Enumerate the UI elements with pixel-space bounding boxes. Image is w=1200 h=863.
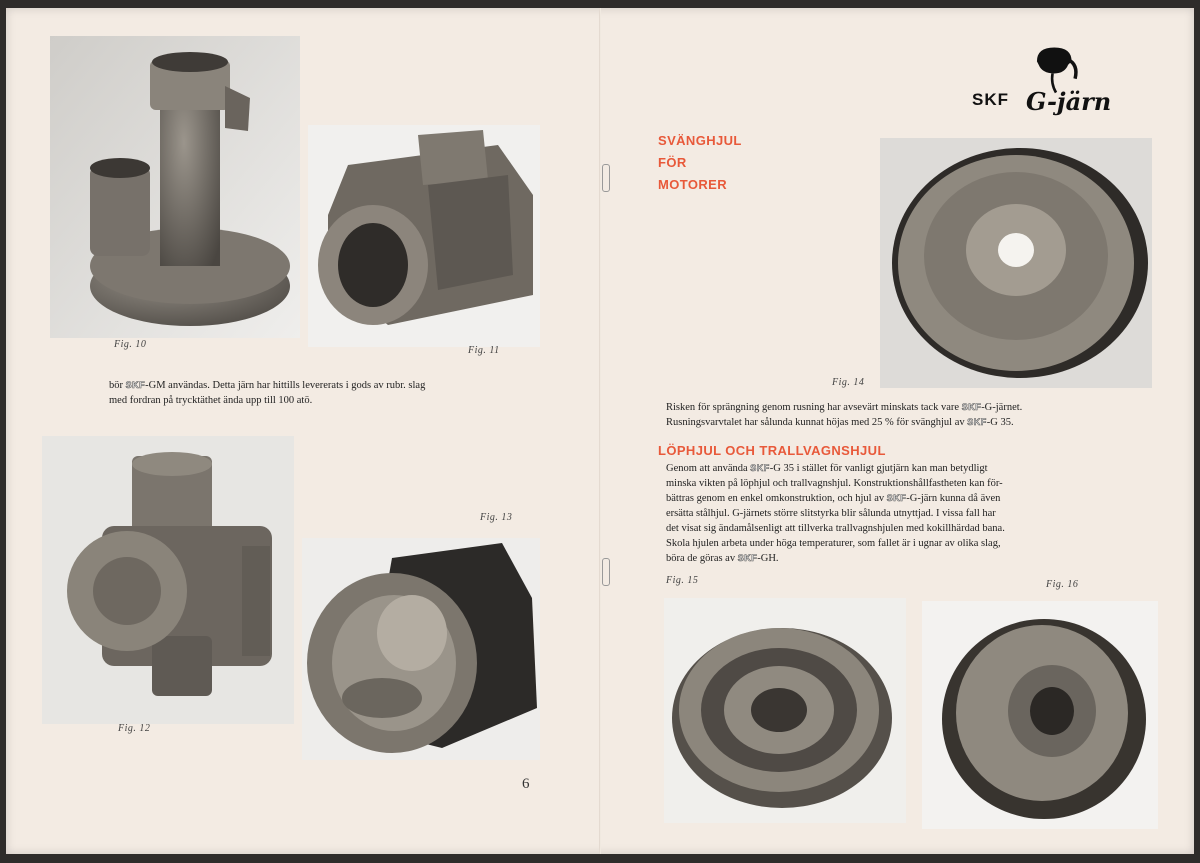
figure-11-caption: Fig. 11 — [468, 345, 500, 356]
heading-lophjul: LÖPHJUL OCH TRALLVAGNSHJUL — [658, 443, 886, 458]
right-paragraph-2-line-6: Skola hjulen arbeta under höga temperaturer, som fallet är i ugnar av olika slag, — [666, 538, 1001, 549]
figure-13-photo — [302, 538, 540, 760]
skf-wordmark: SKF — [886, 493, 907, 503]
figure-12-caption: Fig. 12 — [118, 723, 151, 734]
right-paragraph-2-line-4: ersätta stålhjul. G-järnets större slitstyrka blir sålunda utnyttjad. I vissa fall har — [666, 508, 996, 519]
figure-14-photo — [880, 138, 1152, 388]
right-paragraph-2-line-5: det visat sig ändamålsenligt att tillverka trallvagnshjulen med kokillhärdad bana. — [666, 523, 1005, 534]
left-paragraph-line-1: bör SKF-GM användas. Detta järn har hittills levererats i gods av rubr. slag — [109, 380, 426, 391]
figure-16-photo — [922, 601, 1158, 829]
heading-line-1: SVÄNGHJUL — [658, 133, 742, 148]
left-page — [6, 8, 600, 854]
left-paragraph-line-2: med fordran på trycktäthet ända upp till 100 atö. — [109, 395, 313, 406]
skf-wordmark: SKF — [750, 463, 770, 473]
page-number: 6 — [522, 776, 530, 792]
heading-line-3: MOTORER — [658, 177, 728, 192]
figure-15-photo — [664, 598, 906, 823]
right-paragraph-2-line-1: Genom att använda SKF-G 35 i stället för vanligt gjutjärn kan man betydligt — [666, 463, 988, 474]
right-paragraph-2-line-7: böra de göras av SKF-GH. — [666, 553, 779, 564]
skf-wordmark: SKF — [961, 402, 982, 412]
right-paragraph-1-line-2: Rusningsvarvtalet har sålunda kunnat höjas med 25 % för svänghjul av SKF-G 35. — [666, 417, 1014, 428]
brochure-spread — [6, 8, 1194, 854]
skf-wordmark: SKF — [737, 553, 758, 563]
right-paragraph-1-line-1: Risken för sprängning genom rusning har avsevärt minskats tack vare SKF-G-järnet. — [666, 402, 1023, 413]
skf-wordmark: SKF — [967, 417, 987, 427]
right-paragraph-2 — [666, 461, 1114, 566]
figure-14-caption: Fig. 14 — [832, 377, 865, 388]
skf-g-jarn-logo — [972, 46, 1132, 116]
figure-15-caption: Fig. 15 — [666, 575, 699, 586]
heading-line-2: FÖR — [658, 155, 687, 170]
figure-13-caption: Fig. 13 — [480, 512, 513, 523]
heading-svanghjul — [658, 130, 742, 196]
figure-16-caption: Fig. 16 — [1046, 579, 1079, 590]
figure-10-caption: Fig. 10 — [114, 339, 147, 350]
figure-11-photo — [308, 125, 540, 347]
right-paragraph-2-line-3: bättras genom en enkel omkonstruktion, och hjul av SKF-G-järn kunna då även — [666, 493, 1001, 504]
left-paragraph — [109, 378, 541, 408]
right-page — [600, 8, 1194, 854]
right-paragraph-2-line-2: minska vikten på löphjul och trallvagnshjul. Konstruktionshållfastheten kan för- — [666, 478, 1003, 489]
figure-12-photo — [42, 436, 294, 724]
logo-brand: SKF — [972, 90, 1009, 109]
logo-script: G-järn — [1026, 87, 1112, 116]
figure-10-photo — [50, 36, 300, 338]
right-paragraph-1 — [666, 400, 1114, 430]
skf-wordmark: SKF — [125, 380, 146, 390]
